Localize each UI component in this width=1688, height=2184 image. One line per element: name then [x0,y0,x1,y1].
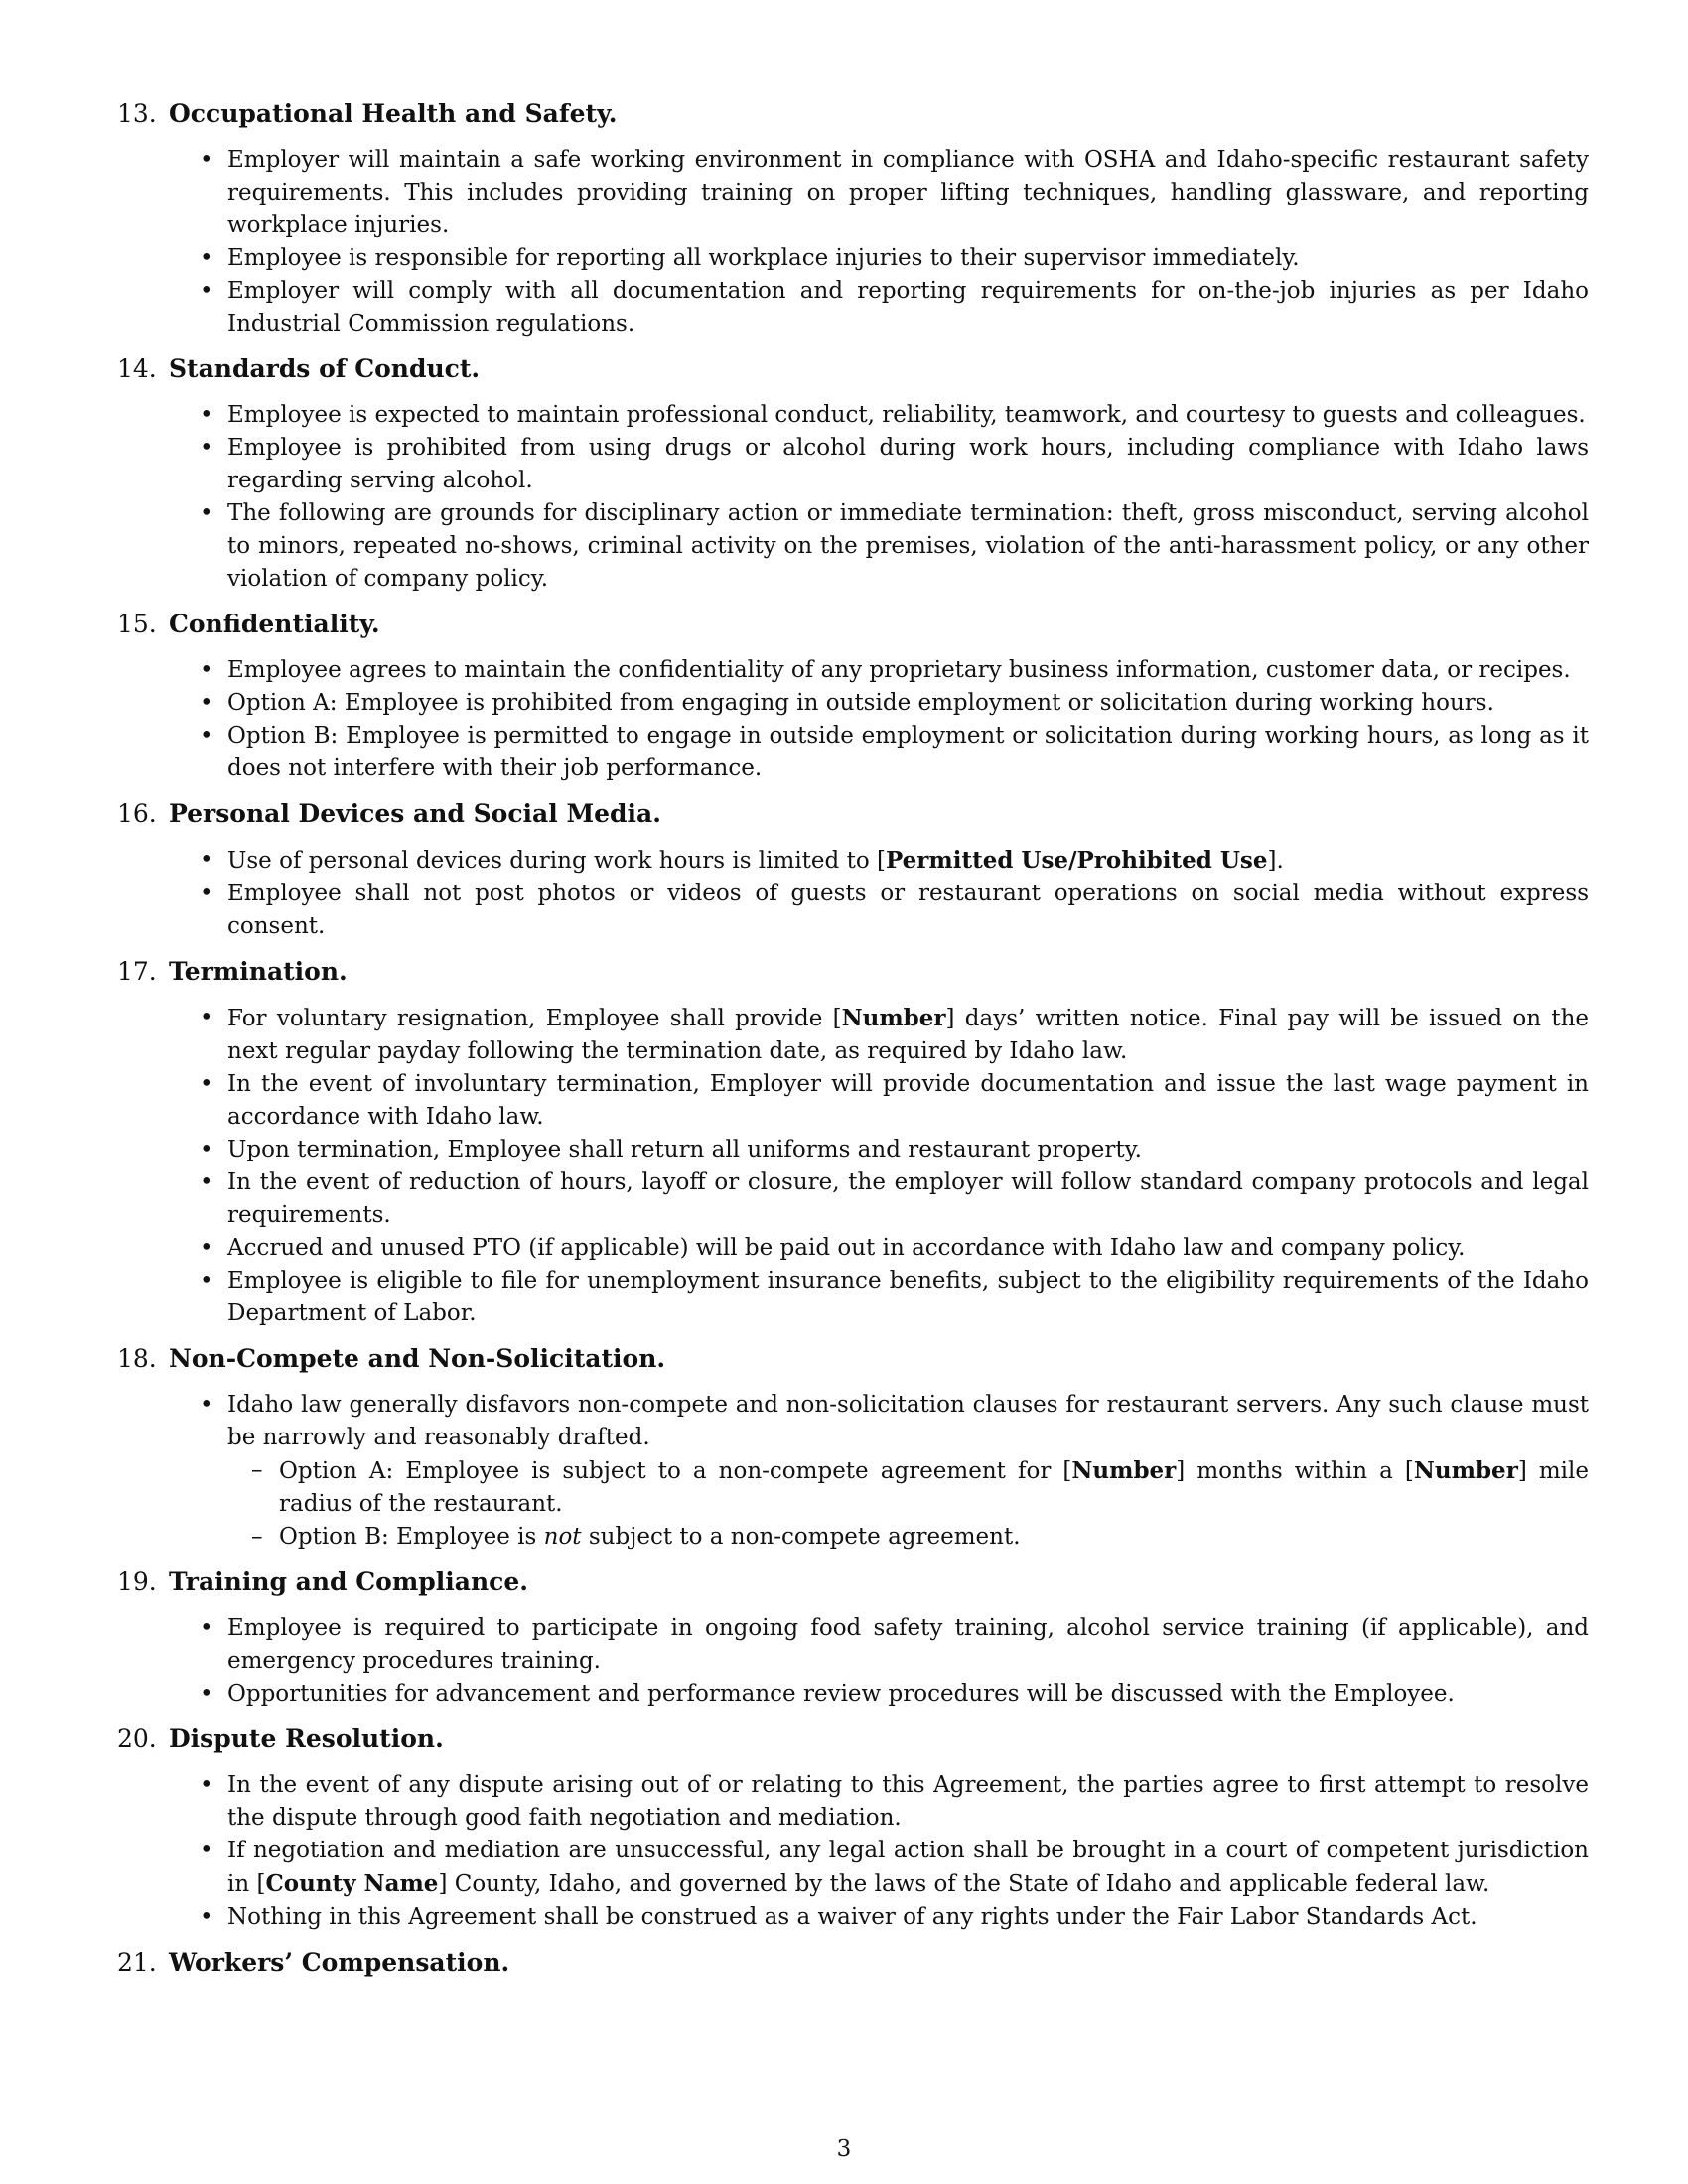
bullet-list [117,399,1589,596]
section-heading [117,608,1589,640]
section-number: 21. [117,1948,157,1977]
list-item: • Employer will maintain a safe working environment in compliance with OSHA and Idaho-specific restaurant safety requirements. This includes providing training on proper lifting techniques, handling glassware, and reporting workplace injuries. [227,144,1589,242]
section-heading [117,1722,1589,1755]
section-non-compete [117,1342,1589,1554]
bullet-list [117,844,1589,943]
sub-list-item [279,1521,1589,1554]
bullet-list [117,1389,1589,1554]
sub-list-item [279,1454,1589,1521]
section-dispute-resolution [117,1722,1589,1934]
list-item [227,1002,1589,1068]
list-item: • The following are grounds for disciplinary action or immediate termination: theft, gross misconduct, serving alcohol to minors, repeated no-shows, criminal activity on the premises, violation of the anti-harassment policy, or any other violation of company policy. [227,497,1589,596]
section-confidentiality [117,608,1589,785]
list-item: • Employer will comply with all documentation and reporting requirements for on-the-job injuries as per Idaho Industrial Commission regulations. [227,275,1589,341]
list-item: • In the event of reduction of hours, layoff or closure, the employer will follow standard company protocols and legal requirements. [227,1166,1589,1232]
section-number: 19. [117,1568,157,1596]
text-run: ] County, Idaho, and governed by the laws of the State of Idaho and applicable federal law. [438,1871,1490,1897]
text-run: ] mile radius of the restaurant. [279,1458,1590,1517]
section-number: 17. [117,957,157,986]
section-number: 18. [117,1344,157,1373]
placeholder-field: County Name [265,1870,439,1897]
section-title: Personal Devices and Social Media. [169,799,661,828]
bullet-list [117,144,1589,341]
list-item [227,1389,1589,1554]
section-training [117,1566,1589,1710]
list-item [227,1835,1589,1901]
list-item: • Option A: Employee is prohibited from engaging in outside employment or solicitation during working hours. [227,687,1589,720]
text-run: For voluntary resignation, Employee shall provide [ [227,1006,842,1031]
section-heading [117,797,1589,830]
section-title: Termination. [169,957,348,986]
text-run: subject to a non-compete agreement. [581,1524,1021,1550]
list-item: • Employee shall not post photos or videos of guests or restaurant operations on social media without express consent. [227,878,1589,943]
placeholder-field: Number [1413,1457,1518,1484]
list-item: • Employee is responsible for reporting all workplace injuries to their supervisor immediately. [227,242,1589,275]
bullet-list [117,1002,1589,1330]
bullet-list [117,1612,1589,1710]
list-item: • Nothing in this Agreement shall be construed as a waiver of any rights under the Fair Labor Standards Act. [227,1901,1589,1934]
document-body [117,97,1589,1992]
section-number: 15. [117,610,157,638]
section-number: 14. [117,354,157,383]
section-title: Occupational Health and Safety. [169,99,618,128]
section-heading [117,352,1589,385]
placeholder-field: Number [1071,1457,1177,1484]
page-number: 3 [836,2136,852,2162]
section-workers-compensation [117,1946,1589,1979]
emphasis-text: not [543,1524,582,1550]
section-heading [117,955,1589,988]
section-heading [117,1946,1589,1979]
sub-list [227,1454,1589,1554]
section-title: Training and Compliance. [169,1568,528,1596]
section-title: Non-Compete and Non-Solicitation. [169,1344,666,1373]
section-title: Standards of Conduct. [169,354,481,383]
section-heading [117,97,1589,130]
list-item: • Opportunities for advancement and performance review procedures will be discussed with the Employee. [227,1678,1589,1710]
list-item: • Employee is expected to maintain professional conduct, reliability, teamwork, and courtesy to guests and colleagues. [227,399,1589,432]
text-run: ] months within a [ [1176,1458,1414,1484]
list-item: • Accrued and unused PTO (if applicable) will be paid out in accordance with Idaho law and company policy. [227,1232,1589,1265]
section-occupational-health [117,97,1589,341]
section-heading [117,1342,1589,1375]
list-item: • Employee agrees to maintain the confidentiality of any proprietary business information, customer data, or recipes. [227,654,1589,687]
list-item: • Upon termination, Employee shall return all uniforms and restaurant property. [227,1134,1589,1166]
bullet-list [117,654,1589,785]
list-item: • Option B: Employee is permitted to engage in outside employment or solicitation during working hours, as long as it does not interfere with their job performance. [227,720,1589,785]
list-item: • In the event of involuntary termination, Employer will provide documentation and issue the last wage payment in accordance with Idaho law. [227,1068,1589,1134]
text-run: If negotiation and mediation are unsuccessful, any legal action shall be brought in a court of competent jurisdiction in [ [227,1838,1589,1897]
list-item: • Employee is required to participate in ongoing food safety training, alcohol service training (if applicable), and emergency procedures training. [227,1612,1589,1678]
section-title: Workers’ Compensation. [169,1948,510,1977]
text-run: ]. [1267,848,1284,874]
section-heading [117,1566,1589,1598]
section-personal-devices [117,797,1589,943]
list-item [227,844,1589,878]
text-run: Idaho law generally disfavors non-compete and non-solicitation clauses for restaurant servers. Any such clause must be narrowly and reasonably drafted. [227,1392,1589,1450]
list-item: • In the event of any dispute arising out of or relating to this Agreement, the parties agree to first attempt to resolve the dispute through good faith negotiation and mediation. [227,1769,1589,1835]
text-run: Use of personal devices during work hours is limited to [ [227,848,886,874]
placeholder-field: Number [841,1005,946,1031]
text-run: Option B: Employee is [279,1524,544,1550]
section-title: Confidentiality. [169,610,380,638]
section-title: Dispute Resolution. [169,1724,444,1753]
section-number: 20. [117,1724,157,1753]
text-run: Option A: Employee is subject to a non-compete agreement for [ [279,1458,1072,1484]
section-number: 16. [117,799,157,828]
section-number: 13. [117,99,157,128]
list-item: • Employee is eligible to file for unemployment insurance benefits, subject to the eligibility requirements of the Idaho Department of Labor. [227,1265,1589,1330]
section-standards-of-conduct [117,352,1589,596]
bullet-list [117,1769,1589,1934]
placeholder-field: Permitted Use/Prohibited Use [885,847,1268,874]
text-run: ] days’ written notice. Final pay will be issued on the next regular payday following the termination date, as required by Idaho law. [227,1006,1590,1064]
list-item: • Employee is prohibited from using drugs or alcohol during work hours, including compliance with Idaho laws regarding serving alcohol. [227,432,1589,497]
section-termination [117,955,1589,1330]
